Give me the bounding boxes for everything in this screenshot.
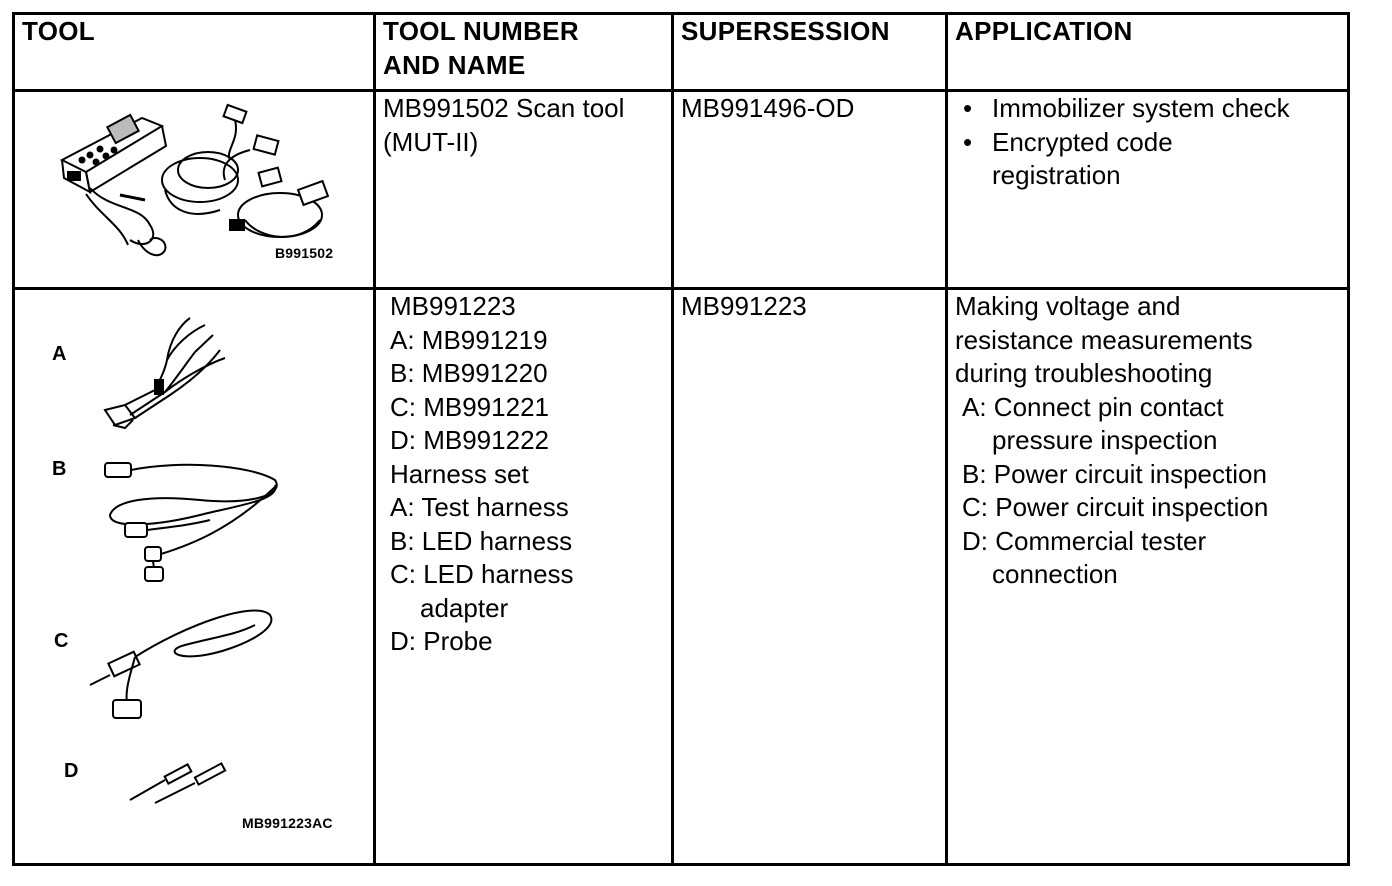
harness-b-illustration [100, 455, 285, 585]
table-border-left [12, 12, 15, 866]
application-row2-line: during troubleshooting [955, 358, 1213, 388]
application-row2-line: resistance measurements [955, 324, 1253, 355]
tool-number-row2-line: D: MB991222 [390, 425, 549, 455]
tool-number-row2-line: C: LED harness [390, 559, 574, 589]
header-tool-number [383, 14, 579, 82]
image-caption-row2: MB991223AC [242, 815, 333, 831]
bullet-icon: • [963, 126, 973, 157]
tool-number-row2-line: D: Probe [390, 626, 493, 656]
image-label-d: D [64, 760, 79, 782]
table-border-bottom [12, 863, 1350, 866]
column-divider-3 [945, 12, 948, 866]
tool-number-row2-line: MB991223 [390, 291, 516, 321]
tool-number-row2-line: adapter [420, 592, 509, 623]
column-divider-1 [373, 12, 376, 866]
column-divider-2 [671, 12, 674, 866]
supersession-row2: MB991223 [681, 291, 807, 321]
tool-number-row2-line: A: Test harness [390, 492, 569, 522]
application-row2-line: C: Power circuit inspection [962, 492, 1269, 522]
table-border-right [1347, 12, 1350, 866]
list-item: • Immobilizer system check [955, 92, 1290, 126]
tool-number-row2-line: Harness set [390, 458, 529, 489]
header-supersession: SUPERSESSION [681, 16, 890, 46]
header-application: APPLICATION [955, 16, 1133, 46]
application-row2 [955, 290, 1268, 592]
tool-number-row2-line: B: LED harness [390, 525, 573, 556]
header-tool: TOOL [22, 16, 95, 46]
probe-d-illustration [125, 758, 235, 808]
application-row2-line: connection [992, 559, 1118, 589]
tool-number-row2 [383, 290, 574, 659]
tool-number-row1-line2: (MUT-II) [383, 126, 479, 157]
harness-a-illustration [95, 310, 235, 435]
application-row2-line: pressure inspection [992, 425, 1218, 455]
tool-number-row1 [383, 92, 624, 159]
header-tool-number-line1: TOOL NUMBER [383, 16, 579, 46]
application-row1 [955, 92, 1290, 193]
header-tool-number-line2: AND NAME [383, 50, 526, 80]
supersession-row1: MB991496-OD [681, 93, 855, 123]
tool-number-row2-line: C: MB991221 [390, 391, 549, 422]
image-label-a: A [52, 343, 67, 365]
image-label-b: B [52, 458, 67, 480]
image-label-c: C [54, 630, 69, 652]
application-row2-line: B: Power circuit inspection [962, 458, 1267, 489]
bullet-icon: • [963, 93, 973, 123]
application-row2-line: A: Connect pin contact [962, 391, 1224, 422]
application-row2-line: Making voltage and [955, 291, 1181, 321]
tool-number-row1-line1: MB991502 Scan tool [383, 93, 625, 123]
tool-number-row2-line: B: MB991220 [390, 358, 548, 388]
list-item: • Encrypted code registration [963, 126, 1173, 190]
tool-number-row2-line: A: MB991219 [390, 324, 548, 355]
harness-c-illustration [85, 605, 285, 725]
application-row2-line: D: Commercial tester [962, 525, 1207, 556]
image-caption-row1: B991502 [275, 245, 334, 261]
